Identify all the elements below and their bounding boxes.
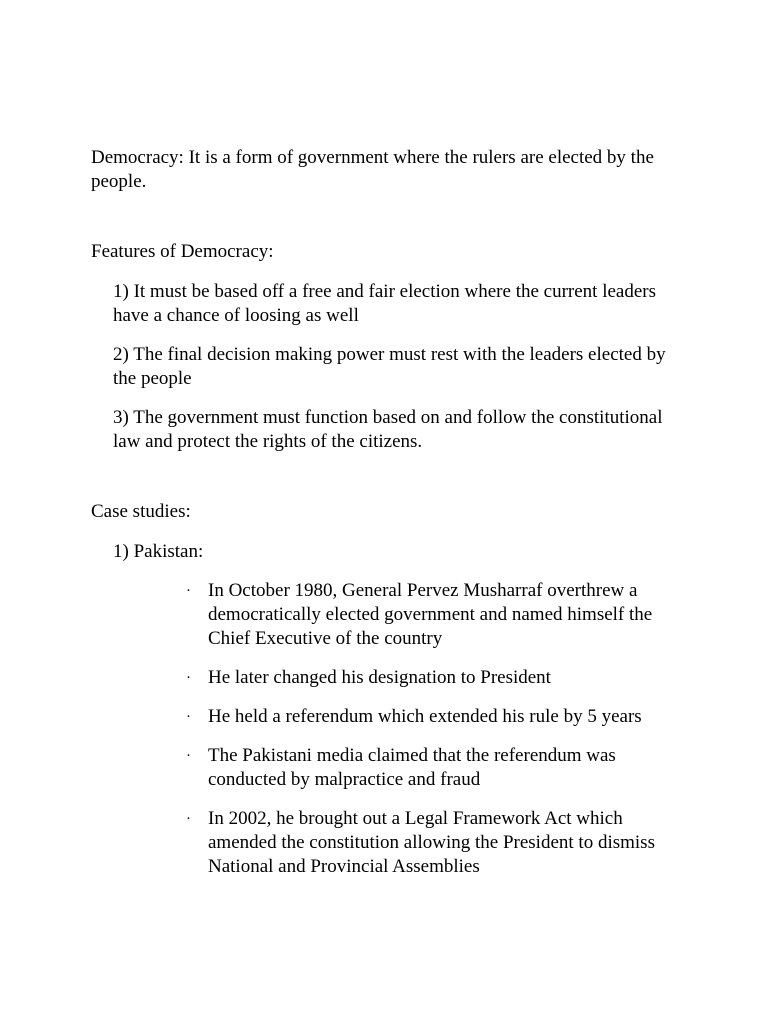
- list-item-text: In October 1980, General Pervez Musharraf overthrew a democratically elected government and named himself the Chief Executive of the country: [208, 580, 653, 649]
- bullet-icon: ·: [186, 748, 191, 764]
- case-study-title-pakistan: 1) Pakistan:: [113, 541, 204, 562]
- features-list: [91, 280, 691, 454]
- list-item-text: He held a referendum which extended his rule by 5 years: [208, 706, 642, 727]
- democracy-definition: Democracy: It is a form of government where the rulers are elected by the people.: [91, 147, 654, 192]
- document-page: [91, 146, 691, 894]
- list-item: [186, 705, 688, 729]
- feature-item: 1) It must be based off a free and fair election where the current leaders have a chance of loosing as well: [113, 281, 657, 326]
- bullet-icon: ·: [186, 811, 191, 827]
- feature-item: 2) The final decision making power must rest with the leaders elected by the people: [113, 344, 666, 389]
- bullet-icon: ·: [186, 583, 191, 599]
- case-studies-heading: Case studies:: [91, 501, 191, 522]
- bullet-icon: ·: [186, 670, 191, 686]
- list-item: [186, 744, 688, 792]
- list-item-text: The Pakistani media claimed that the referendum was conducted by malpractice and fraud: [208, 745, 616, 790]
- features-heading: Features of Democracy:: [91, 241, 274, 262]
- list-item-text: In 2002, he brought out a Legal Framework Act which amended the constitution allowing the President to dismiss National and Provincial Assemblies: [208, 808, 655, 877]
- list-item-text: He later changed his designation to President: [208, 667, 551, 688]
- feature-item: 3) The government must function based on and follow the constitutional law and protect the rights of the citizens.: [113, 407, 663, 452]
- list-item: [186, 807, 688, 879]
- pakistan-bullet-list: [91, 579, 691, 879]
- list-item: [186, 666, 688, 690]
- list-item: [186, 579, 688, 651]
- bullet-icon: ·: [186, 709, 191, 725]
